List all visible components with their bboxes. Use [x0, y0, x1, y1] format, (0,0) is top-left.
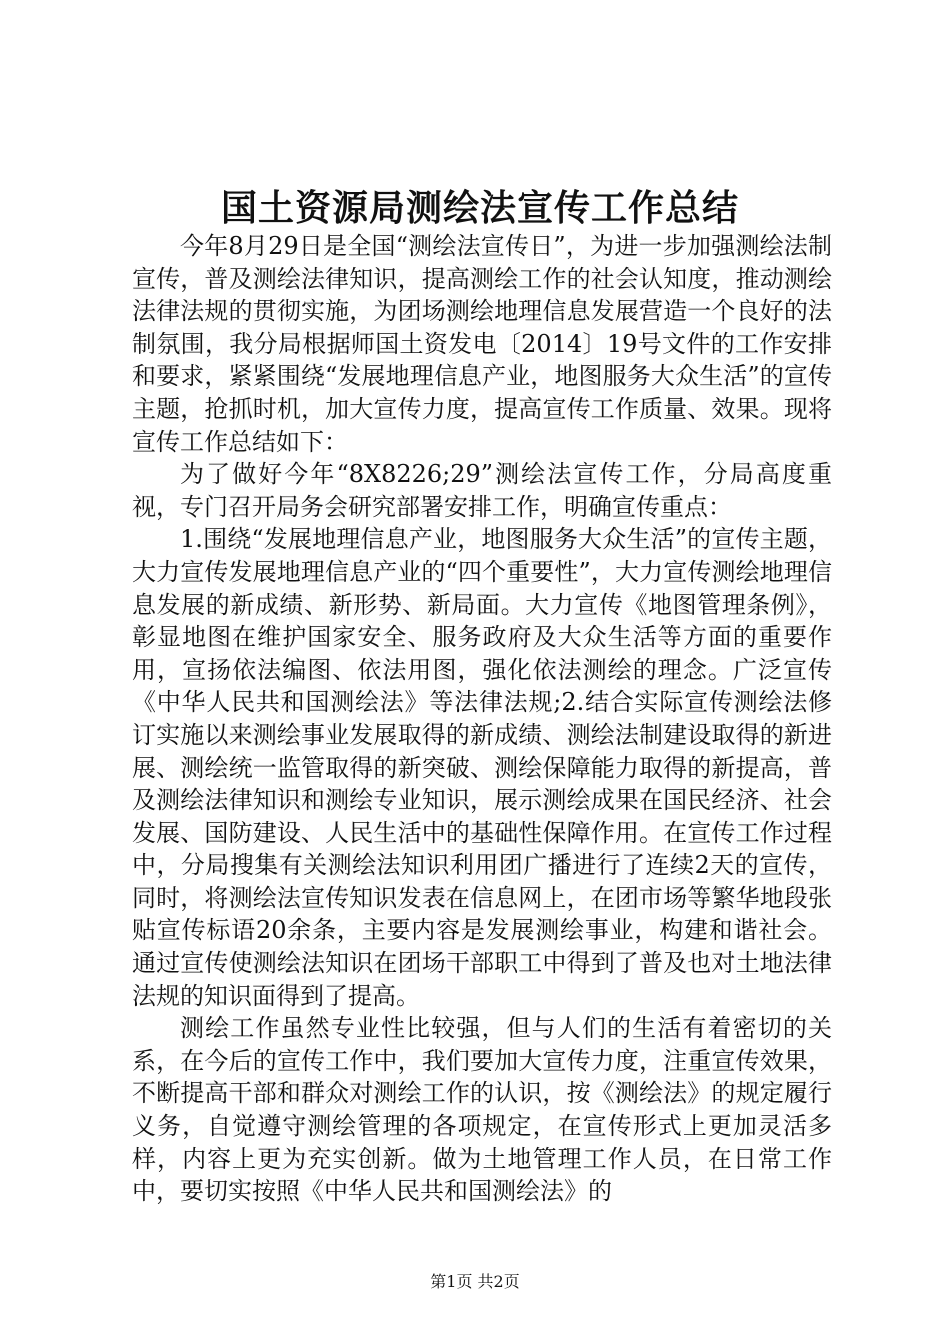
document-body [132, 230, 832, 1208]
paragraph-future-work: 测绘工作虽然专业性比较强，但与人们的生活有着密切的关系，在今后的宣传工作中，我们要加大宣传力度，注重宣传效果，不断提高干部和群众对测绘工作的认识，按《测绘法》的规定履行义务，自觉遵守测绘管理的各项规定，在宣传形式上更加灵活多样，内容上更为充实创新。做为土地管理工作人员，在日常工作中，要切实按照《中华人民共和国测绘法》的 [132, 1014, 832, 1206]
page-number-footer: 第1页 共2页 [430, 1272, 520, 1291]
paragraph-intro: 今年8月29日是全国“测绘法宣传日”，为进一步加强测绘法制宣传，普及测绘法律知识，提高测绘工作的社会认知度，推动测绘法律法规的贯彻实施，为团场测绘地理信息发展营造一个良好的法制氛围，我分局根据师国土资发电〔2014〕19号文件的工作安排和要求，紧紧围绕“发展地理信息产业，地图服务大众生活”的宣传主题，抢抓时机，加大宣传力度，提高宣传工作质量、效果。现将宣传工作总结如下： [132, 232, 832, 456]
paragraph-preparation: 为了做好今年“8X8226;29”测绘法宣传工作，分局高度重视，专门召开局务会研究部署安排工作，明确宣传重点： [132, 460, 832, 521]
document-title: 国土资源局测绘法宣传工作总结 [220, 187, 739, 229]
paragraph-key-points: 1.围绕“发展地理信息产业，地图服务大众生活”的宣传主题，大力宣传发展地理信息产业的“四个重要性”，大力宣传测绘地理信息发展的新成绩、新形势、新局面。大力宣传《地图管理条例》，彰显地图在维护国家安全、服务政府及大众生活等方面的重要作用，宣扬依法编图、依法用图，强化依法测绘的理念。广泛宣传《中华人民共和国测绘法》等法律法规;2.结合实际宣传测绘法修订实施以来测绘事业发展取得的新成绩、测绘法制建设取得的新进展、测绘统一监管取得的新突破、测绘保障能力取得的新提高，普及测绘法律知识和测绘专业知识，展示测绘成果在国民经济、社会发展、国防建设、人民生活中的基础性保障作用。在宣传工作过程中，分局搜集有关测绘法知识利用团广播进行了连续2天的宣传，同时，将测绘法宣传知识发表在信息网上，在团市场等繁华地段张贴宣传标语20余条，主要内容是发展测绘事业，构建和谐社会。通过宣传使测绘法知识在团场干部职工中得到了普及也对土地法律法规的知识面得到了提高。 [132, 525, 832, 1010]
